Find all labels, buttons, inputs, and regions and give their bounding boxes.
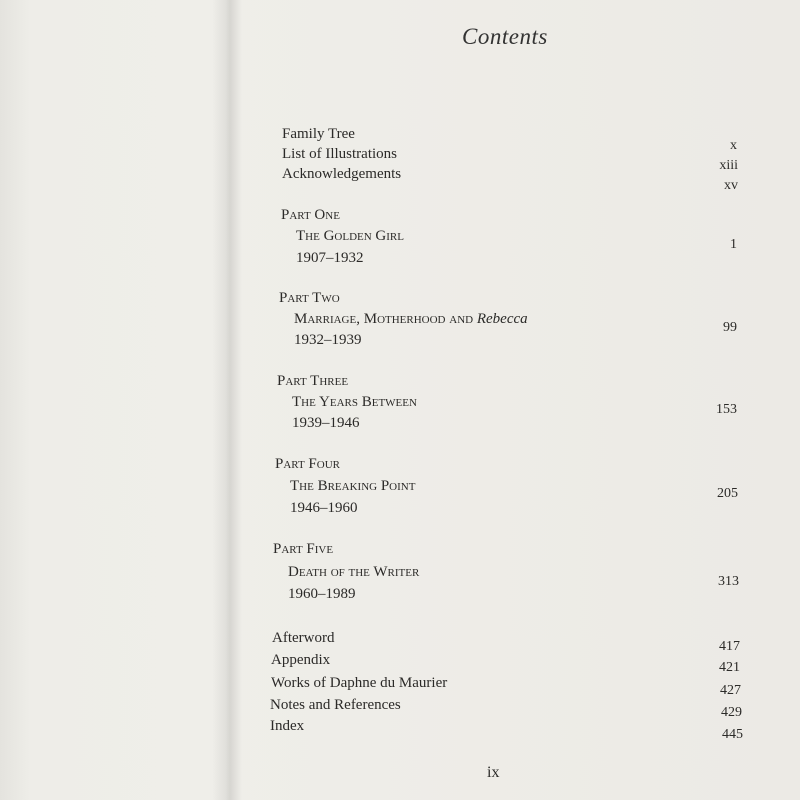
toc-entry-acknowledgements: Acknowledgements <box>282 166 402 182</box>
toc-part-four-page: 205 <box>717 486 738 501</box>
toc-part-five-page: 313 <box>718 574 739 589</box>
toc-part-four-years: 1946–1960 <box>290 500 358 516</box>
toc-part-two-years: 1932–1939 <box>294 332 362 348</box>
toc-entry-works: Works of Daphne du Maurier <box>271 675 448 691</box>
contents-heading: Contents <box>462 24 548 49</box>
toc-page-afterword: 417 <box>719 639 740 654</box>
toc-page-appendix: 421 <box>719 660 740 675</box>
toc-part-one-label: Part One <box>281 207 340 223</box>
toc-page-works: 427 <box>720 683 741 698</box>
toc-entry-family-tree: Family Tree <box>282 126 355 142</box>
toc-part-three-label: Part Three <box>277 373 349 389</box>
toc-page-notes: 429 <box>721 705 742 720</box>
toc-entry-afterword: Afterword <box>272 630 335 646</box>
toc-part-one-page: 1 <box>730 237 737 252</box>
toc-part-five-title: Death of the Writer <box>288 564 420 580</box>
toc-part-three-page: 153 <box>716 402 737 417</box>
toc-page-index: 445 <box>722 727 743 742</box>
toc-part-two-label: Part Two <box>279 290 340 306</box>
toc-part-one-years: 1907–1932 <box>296 250 364 266</box>
toc-entry-notes: Notes and References <box>270 697 401 713</box>
toc-entry-appendix: Appendix <box>271 652 331 668</box>
toc-entry-list-of-illustrations: List of Illustrations <box>282 146 397 162</box>
page-gutter-shadow <box>212 0 242 800</box>
toc-part-five-years: 1960–1989 <box>288 586 356 602</box>
page-number: ix <box>487 764 500 781</box>
toc-part-four-label: Part Four <box>275 456 340 472</box>
toc-part-two-page: 99 <box>723 320 737 335</box>
toc-part-three-title: The Years Between <box>292 394 417 410</box>
toc-entry-index: Index <box>270 718 305 734</box>
toc-page-acknowledgements: xv <box>724 178 738 193</box>
toc-part-five-label: Part Five <box>273 541 334 557</box>
toc-part-one-title: The Golden Girl <box>296 228 404 244</box>
toc-part-three-years: 1939–1946 <box>292 415 360 431</box>
toc-part-two-title: Marriage, Motherhood and Rebecca <box>294 311 528 327</box>
toc-page-list-of-illustrations: xiii <box>719 158 738 173</box>
toc-page-family-tree: x <box>730 138 737 153</box>
toc-part-four-title: The Breaking Point <box>290 478 416 494</box>
